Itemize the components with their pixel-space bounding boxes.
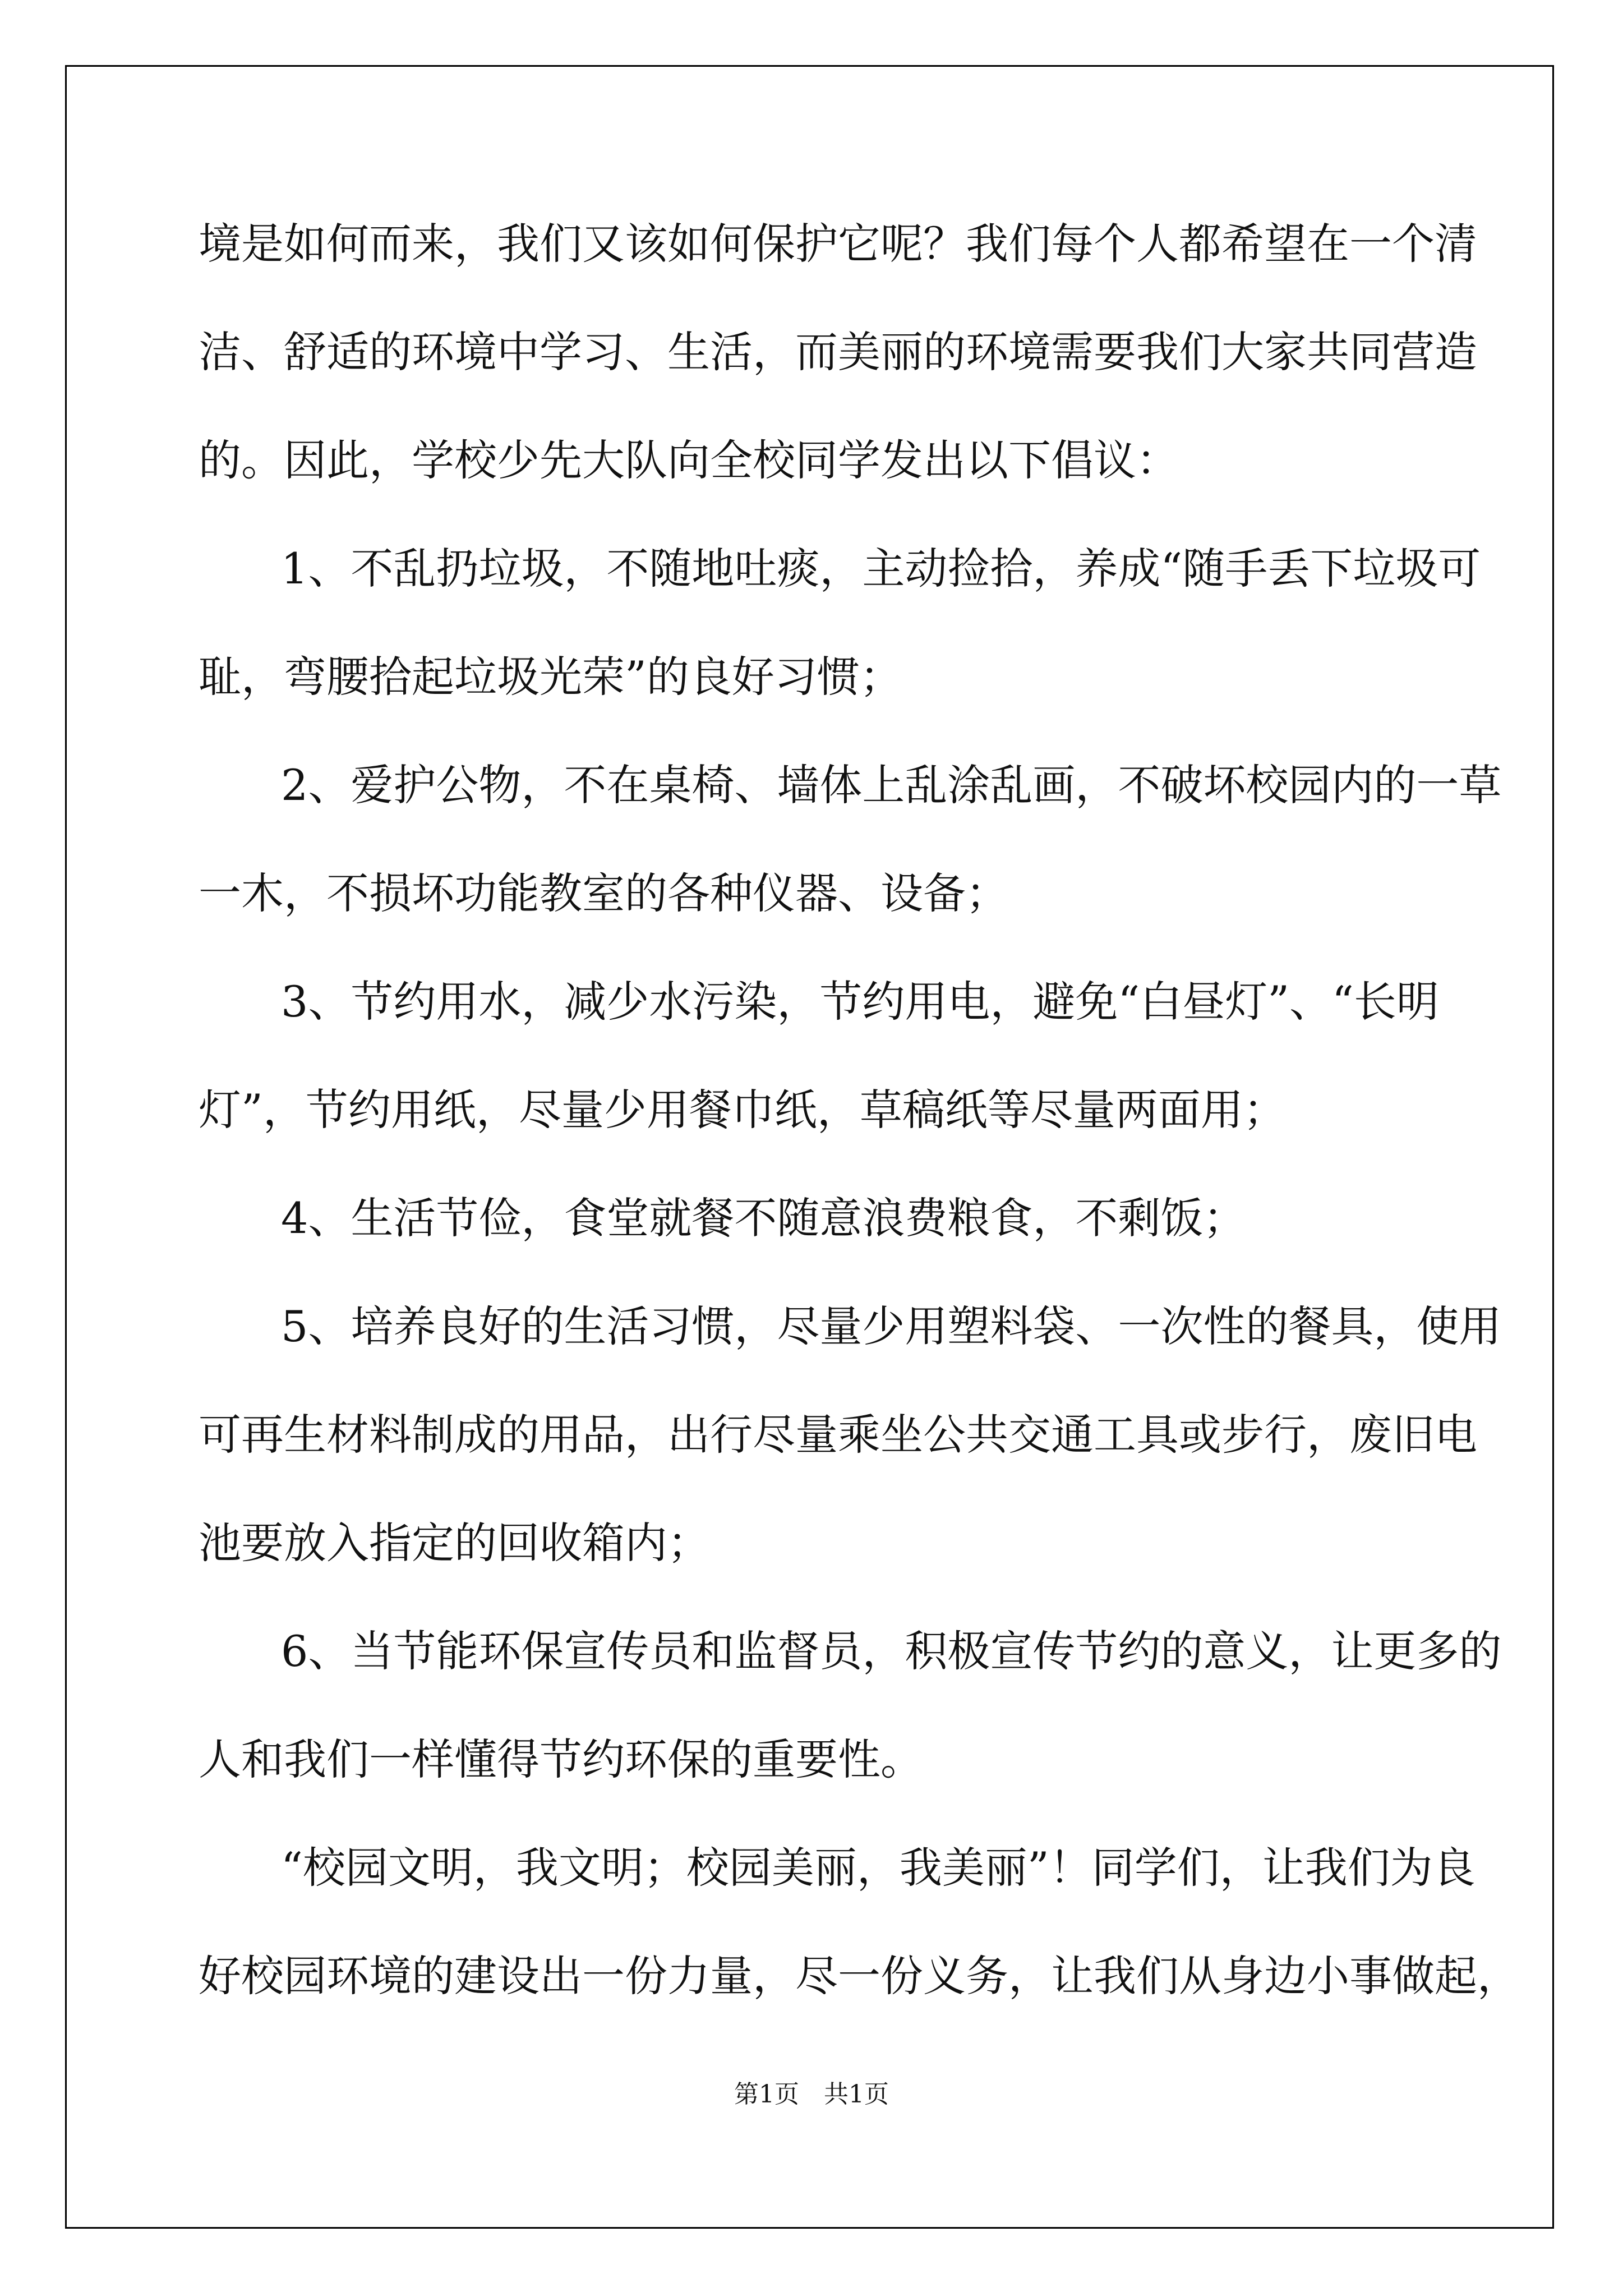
list-item: 5、培养良好的生活习惯，尽量少用塑料袋、一次性的餐具，使用 xyxy=(281,1301,1502,1351)
text-line: 境是如何而来，我们又该如何保护它呢？我们每个人都希望在一个清 xyxy=(199,219,1477,269)
text-line: 洁、舒适的环境中学习、生活，而美丽的环境需要我们大家共同营造 xyxy=(199,327,1477,377)
text-line: 一木，不损坏功能教室的各种仪器、设备； xyxy=(199,868,1008,918)
text-line: 耻，弯腰拾起垃圾光荣”的良好习惯； xyxy=(199,652,902,702)
list-item: 1、不乱扔垃圾，不随地吐痰，主动捡拾，养成“随手丢下垃圾可 xyxy=(281,544,1481,593)
text-line: 的。因此，学校少先大队向全校同学发出以下倡议： xyxy=(199,435,1179,485)
list-item: 2、爱护公物，不在桌椅、墙体上乱涂乱画，不破坏校园内的一草 xyxy=(281,760,1502,810)
list-item: 4、生活节俭，食堂就餐不随意浪费粮食，不剩饭； xyxy=(281,1193,1246,1243)
page-border xyxy=(65,65,1554,2229)
text-line: 池要放入指定的回收箱内； xyxy=(199,1518,710,1568)
page-number: 第1页 共1页 xyxy=(734,2080,889,2109)
text-line: 人和我们一样懂得节约环保的重要性。 xyxy=(199,1734,923,1784)
list-item: 6、当节能环保宣传员和监督员，积极宣传节约的意义，让更多的 xyxy=(281,1626,1502,1676)
text-line: 灯”，节约用纸，尽量少用餐巾纸，草稿纸等尽量两面用； xyxy=(199,1085,1286,1135)
text-line: 好校园环境的建设出一份力量，尽一份义务，让我们从身边小事做起， xyxy=(199,1951,1520,2001)
text-line: “校园文明，我文明；校园美丽，我美丽”！同学们，让我们为良 xyxy=(281,1843,1476,1893)
text-line: 可再生材料制成的用品，出行尽量乘坐公共交通工具或步行，废旧电 xyxy=(199,1410,1477,1460)
list-item: 3、节约用水，减少水污染，节约用电，避免“白昼灯”、“长明 xyxy=(281,977,1439,1027)
